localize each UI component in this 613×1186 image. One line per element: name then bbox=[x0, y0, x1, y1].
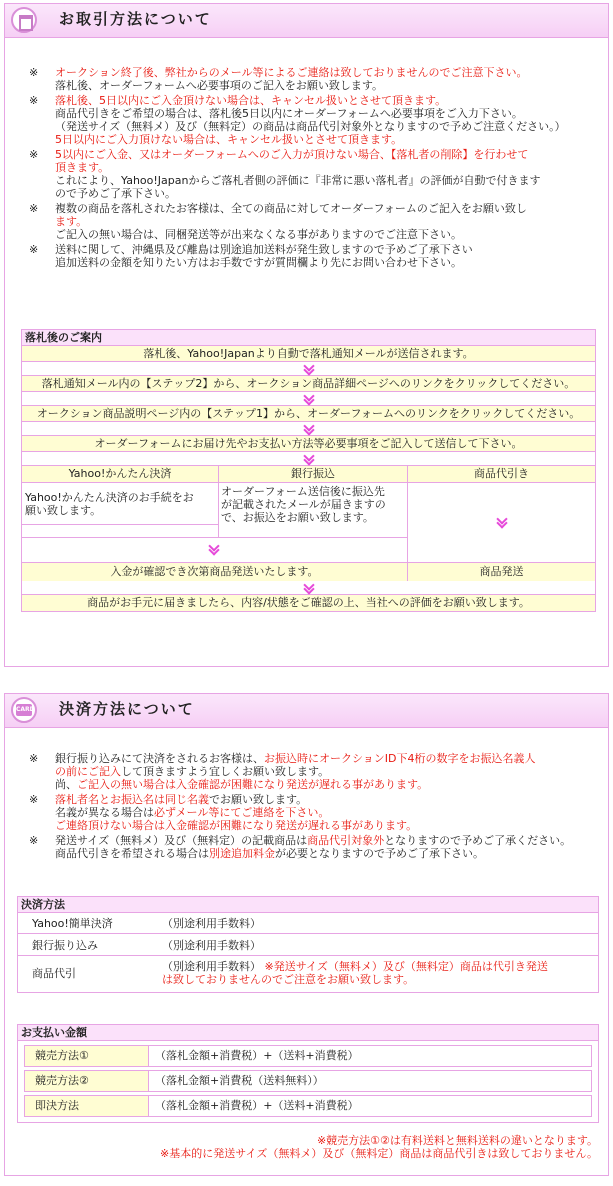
note-segment: 商品代引きを希望される場合は bbox=[55, 847, 209, 860]
note-segment: が必要となりますので予めご了承下さい。 bbox=[275, 847, 484, 860]
flow-arrow bbox=[22, 422, 595, 436]
note-segment: 発送サイズ（無料メ）及び（無料定）の記載商品は bbox=[55, 834, 308, 847]
bank-text-3: で、お振込をお願い致します。 bbox=[221, 511, 374, 524]
flow-arrow bbox=[22, 392, 595, 406]
payment-branch-grid bbox=[22, 466, 595, 581]
note-segment: 別途追加料金 bbox=[209, 847, 275, 860]
method-fee: （別途利用手数料） bbox=[162, 960, 261, 973]
yahoo-text-2: 願い致します。 bbox=[25, 504, 102, 517]
payment-amount-table bbox=[17, 1024, 599, 1123]
note-segment: となりますので予めご了承ください。 bbox=[384, 834, 572, 847]
asterisk-mark: ※ bbox=[29, 834, 39, 847]
flow-arrow bbox=[22, 581, 595, 595]
note-line bbox=[55, 847, 599, 860]
method-name: Yahoo!簡単決済 bbox=[32, 917, 113, 930]
note-line bbox=[55, 752, 599, 765]
trade-section-header bbox=[5, 4, 608, 38]
note-line bbox=[55, 834, 599, 847]
trade-section bbox=[4, 3, 609, 667]
method-row-bank bbox=[18, 934, 598, 956]
method-fee-block bbox=[162, 960, 548, 986]
amount-formula: （落札金額+消費税）+（送料+消費税） bbox=[155, 1049, 359, 1062]
payment-section bbox=[4, 693, 609, 1176]
note-segment: 商品代引対象外 bbox=[307, 834, 385, 847]
trade-note bbox=[29, 243, 599, 269]
footnote-1: ※競売方法①②は有料送料と無料送料の違いとなります。 bbox=[316, 1134, 598, 1147]
bank-text-2: が記載されたメールが届きますの bbox=[221, 498, 386, 511]
asterisk-mark: ※ bbox=[29, 202, 39, 215]
yahoo-arrow-cell bbox=[22, 525, 219, 538]
ship-after-payment bbox=[22, 563, 408, 581]
note-line: 頂きます。 bbox=[55, 161, 110, 174]
trade-note bbox=[29, 66, 599, 92]
asterisk-mark: ※ bbox=[29, 148, 39, 161]
bank-instructions bbox=[219, 483, 408, 538]
note-segment: して頂きますよう宜しくお願い致します。 bbox=[121, 765, 330, 778]
method-name: 商品代引 bbox=[32, 967, 76, 980]
method-fee: （別途利用手数料） bbox=[162, 917, 261, 930]
amount-footnotes bbox=[160, 1134, 598, 1160]
method-name: 銀行振り込み bbox=[32, 939, 98, 952]
note-line: 落札後、5日以内にご入金頂けない場合は、キャンセル扱いとさせて頂きます。 bbox=[55, 94, 447, 107]
asterisk-mark: ※ bbox=[29, 752, 39, 765]
amount-title: お支払い金額 bbox=[18, 1025, 598, 1041]
chevron-down-icon bbox=[303, 583, 315, 593]
cod-arrow-cell bbox=[408, 483, 595, 563]
chevron-down-icon bbox=[208, 544, 220, 554]
trade-section-title: お取引方法について bbox=[59, 10, 212, 28]
col-header-yahoo: Yahoo!かんたん決済 bbox=[22, 466, 219, 483]
payment-note bbox=[29, 793, 599, 832]
note-line: ます。 bbox=[55, 215, 88, 228]
amount-name: 競売方法② bbox=[25, 1071, 149, 1091]
payment-section-title: 決済方法について bbox=[59, 700, 195, 718]
payment-methods-table bbox=[17, 896, 599, 993]
note-segment: ご連絡頂けない場合は入金確認が困難になり発送が遅れる事があります。 bbox=[55, 819, 418, 832]
trade-note bbox=[29, 94, 599, 146]
note-line: 落札後、オーダーフォームへ必要事項のご記入をお願い致します。 bbox=[55, 79, 384, 92]
note-line: 送料に関して、沖縄県及び離島は別途追加送料が発生致しますので予めご了承下さい bbox=[55, 243, 473, 256]
note-line: 複数の商品を落札されたお客様は、全ての商品に対してオーダーフォームのご記入をお願い致し bbox=[55, 202, 527, 215]
note-segment: ご記入の無い場合は入金確認が困難になり発送が遅れる事があります。 bbox=[77, 778, 429, 791]
card-icon-label: CARD bbox=[16, 704, 32, 716]
payment-note bbox=[29, 752, 599, 791]
note-segment: お振込時にオークションID下4桁の数字をお振込名義人 bbox=[264, 752, 536, 765]
amount-row-instant bbox=[24, 1095, 592, 1117]
note-segment: の前にご記入 bbox=[55, 765, 121, 778]
method-fee: （別途利用手数料） bbox=[162, 939, 261, 952]
chevron-down-icon bbox=[303, 394, 315, 404]
trade-note bbox=[29, 202, 599, 241]
note-segment: 名義が異なる場合は bbox=[55, 806, 154, 819]
cod-note-1: ※発送サイズ（無料メ）及び（無料定）商品は代引き発送 bbox=[264, 960, 548, 973]
col-header-bank: 銀行振込 bbox=[219, 466, 408, 483]
method-row-yahoo bbox=[18, 913, 598, 934]
after-bid-flow bbox=[21, 329, 596, 612]
note-line: 商品代引きをご希望の場合は、落札後5日以内にオーダーフォームへ必要事項をご入力下さい。 bbox=[55, 107, 523, 120]
note-line bbox=[55, 806, 599, 819]
flow-final-step: 商品がお手元に届きましたら、内容/状態をご確認の上、当社への評価をお願い致します。 bbox=[22, 595, 595, 611]
trade-note bbox=[29, 148, 599, 200]
payment-section-header bbox=[5, 694, 608, 728]
flow-arrow bbox=[22, 452, 595, 466]
note-line bbox=[55, 793, 599, 806]
asterisk-mark: ※ bbox=[29, 793, 39, 806]
chevron-down-icon bbox=[496, 517, 508, 527]
flow-step-3: オークション商品説明ページ内の【ステップ1】から、オーダーフォームへのリンクをクリックしてください。 bbox=[22, 406, 595, 422]
flow-step-2: 落札通知メール内の【ステップ2】から、オークション商品詳細ページへのリンクをクリックしてください。 bbox=[22, 376, 595, 392]
yahoo-instructions bbox=[22, 483, 219, 525]
amount-formula: （落札金額+消費税（送料無料）） bbox=[155, 1074, 324, 1087]
yahoo-text-1: Yahoo!かんたん決済のお手続をお bbox=[25, 491, 194, 504]
note-line: 5日以内にご入力頂けない場合は、キャンセル扱いとさせて頂きます。 bbox=[55, 133, 403, 146]
trade-notes bbox=[29, 66, 599, 271]
ship-cod-text: 商品発送 bbox=[479, 565, 524, 578]
asterisk-mark: ※ bbox=[29, 94, 39, 107]
col-header-cod: 商品代引き bbox=[408, 466, 595, 483]
note-segment: 尚、 bbox=[55, 778, 77, 791]
note-line: オークション終了後、弊社からのメール等によるご連絡は致しておりませんのでご注意下さい。 bbox=[55, 66, 528, 79]
amount-rows bbox=[18, 1041, 598, 1122]
bank-text-1: オーダーフォーム送信後に振込先 bbox=[221, 485, 385, 498]
amount-row-auction-2 bbox=[24, 1070, 592, 1092]
note-line bbox=[55, 819, 599, 832]
note-line bbox=[55, 765, 599, 778]
note-segment: でお願い致します。 bbox=[209, 793, 308, 806]
note-line: ご記入の無い場合は、同梱発送等が出来なくなる事がありますのでご注意下さい。 bbox=[55, 228, 462, 241]
amount-name: 即決方法 bbox=[25, 1096, 149, 1116]
asterisk-mark: ※ bbox=[29, 243, 39, 256]
chevron-down-icon bbox=[303, 454, 315, 464]
footnote-2: ※基本的に発送サイズ（無料メ）及び（無料定）商品は商品代引きは致しておりません。 bbox=[160, 1147, 598, 1160]
note-line: これにより、Yahoo!Japanからご落札者側の評価に『非常に悪い落札者』の評価が自動で付きます bbox=[55, 174, 541, 187]
method-row-cod bbox=[18, 956, 598, 992]
note-line: 追加送料の金額を知りたい方はお手数ですが質問欄より先にお問い合わせ下さい。 bbox=[55, 256, 462, 269]
note-segment: 必ずメール等にてご連絡を下さい。 bbox=[154, 806, 330, 819]
cod-note-2: は致しておりませんのでご注意をお願い致します。 bbox=[162, 973, 415, 986]
payment-note bbox=[29, 834, 599, 860]
chevron-down-icon bbox=[303, 364, 315, 374]
note-line bbox=[55, 778, 599, 791]
note-segment: 落札者名とお振込名は同じ名義 bbox=[55, 793, 209, 806]
merge-arrow-cell bbox=[22, 538, 408, 563]
note-line: （発送サイズ（無料メ）及び（無料定）の商品は商品代引対象外となりますので予めご注意ください。） bbox=[55, 120, 566, 133]
building-icon bbox=[11, 7, 37, 33]
amount-formula: （落札金額+消費税）+（送料+消費税） bbox=[155, 1099, 359, 1112]
note-line: 5以内にご入金、又はオーダーフォームへのご入力が頂けない場合、【落札者の削除】を行わせて bbox=[55, 148, 529, 161]
ship-after-payment-text: 入金が確認でき次第商品発送いたします。 bbox=[110, 565, 319, 578]
ship-cod bbox=[408, 563, 595, 581]
note-line: ので予めご了承下さい。 bbox=[55, 187, 176, 200]
amount-name: 競売方法① bbox=[25, 1046, 149, 1066]
note-segment: 銀行振り込みにて決済をされるお客様は、 bbox=[55, 752, 264, 765]
chevron-down-icon bbox=[303, 424, 315, 434]
flow-step-1: 落札後、Yahoo!Japanより自動で落札通知メールが送信されます。 bbox=[22, 346, 595, 362]
payment-notes bbox=[29, 752, 599, 862]
card-icon bbox=[11, 697, 37, 723]
amount-row-auction-1 bbox=[24, 1045, 592, 1067]
asterisk-mark: ※ bbox=[29, 66, 39, 79]
flow-step-4: オーダーフォームにお届け先やお支払い方法等必要事項をご記入して送信して下さい。 bbox=[22, 436, 595, 452]
flow-arrow bbox=[22, 362, 595, 376]
methods-title: 決済方法 bbox=[18, 897, 598, 913]
flow-title: 落札後のご案内 bbox=[22, 330, 595, 346]
